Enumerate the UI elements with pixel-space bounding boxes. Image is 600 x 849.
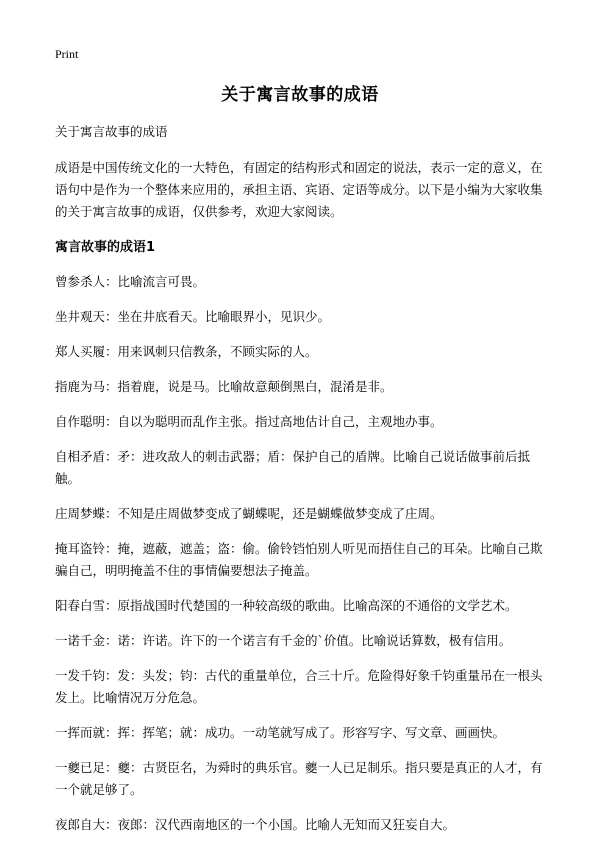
- idiom-entry: 庄周梦蝶：不知是庄周做梦变成了蝴蝶呢，还是蝴蝶做梦变成了庄周。: [55, 506, 443, 521]
- idiom-entry: 自作聪明：自以为聪明而乱作主张。指过高地估计自己，主观地办事。: [55, 414, 443, 429]
- article-body: [55, 121, 551, 849]
- idiom-entry: 曾参杀人：比喻流言可畏。: [55, 274, 206, 289]
- idiom-entry: 阳春白雪：原指战国时代楚国的一种较高级的歌曲。比喻高深的不通俗的文学艺术。: [55, 598, 518, 613]
- idiom-entry: 夜郎自大：夜郎：汉代西南地区的一个小国。比喻人无知而又狂妄自大。: [55, 817, 456, 832]
- page-title: 关于寓言故事的成语: [221, 85, 379, 105]
- intro-paragraph: 成语是中国传统文化的一大特色，有固定的结构形式和固定的说法，表示一定的意义，在语句中是作为一个整体来应用的，承担主语、宾语、定语等成分。以下是小编为大家收集的关于寓言故事的成语，仅供参考，欢迎大家阅读。: [55, 160, 543, 219]
- idiom-entry: 郑人买履：用来讽刺只信教条，不顾实际的人。: [55, 344, 318, 359]
- idiom-entry: 掩耳盗铃：掩，遮蔽，遮盖；盗：偷。偷铃铛怕别人听见而捂住自己的耳朵。比喻自己欺骗自己，明明掩盖不住的事情偏要想法子掩盖。: [55, 541, 543, 578]
- idiom-entry: 一挥而就：挥：挥笔；就：成功。一动笔就写成了。形容写字、写文章、画画快。: [55, 725, 506, 740]
- idiom-entry: 一发千钧：发：头发；钧：古代的重量单位，合三十斤。危险得好象千钧重量吊在一根头发上。比喻情况万分危急。: [55, 668, 543, 705]
- print-link[interactable]: Print: [55, 47, 79, 61]
- subtitle: 关于寓言故事的成语: [55, 124, 168, 139]
- idiom-entry: 坐井观天：坐在井底看天。比喻眼界小，见识少。: [55, 309, 331, 324]
- idiom-entry: 指鹿为马：指着鹿，说是马。比喻故意颠倒黑白，混淆是非。: [55, 379, 393, 394]
- idiom-entry: 自相矛盾：矛：进攻敌人的刺击武器；盾：保护自己的盾牌。比喻自己说话做事前后抵触。: [55, 449, 531, 486]
- idiom-entry: 一诺千金：诺：许诺。许下的一个诺言有千金的`价值。比喻说话算数，极有信用。: [55, 633, 512, 648]
- idiom-entry: 一夔已足：夔：古贤臣名，为舜时的典乐官。夔一人已足制乐。指只要是真正的人才，有一个就足够了。: [55, 760, 543, 797]
- section-heading: 寓言故事的成语1: [55, 240, 156, 255]
